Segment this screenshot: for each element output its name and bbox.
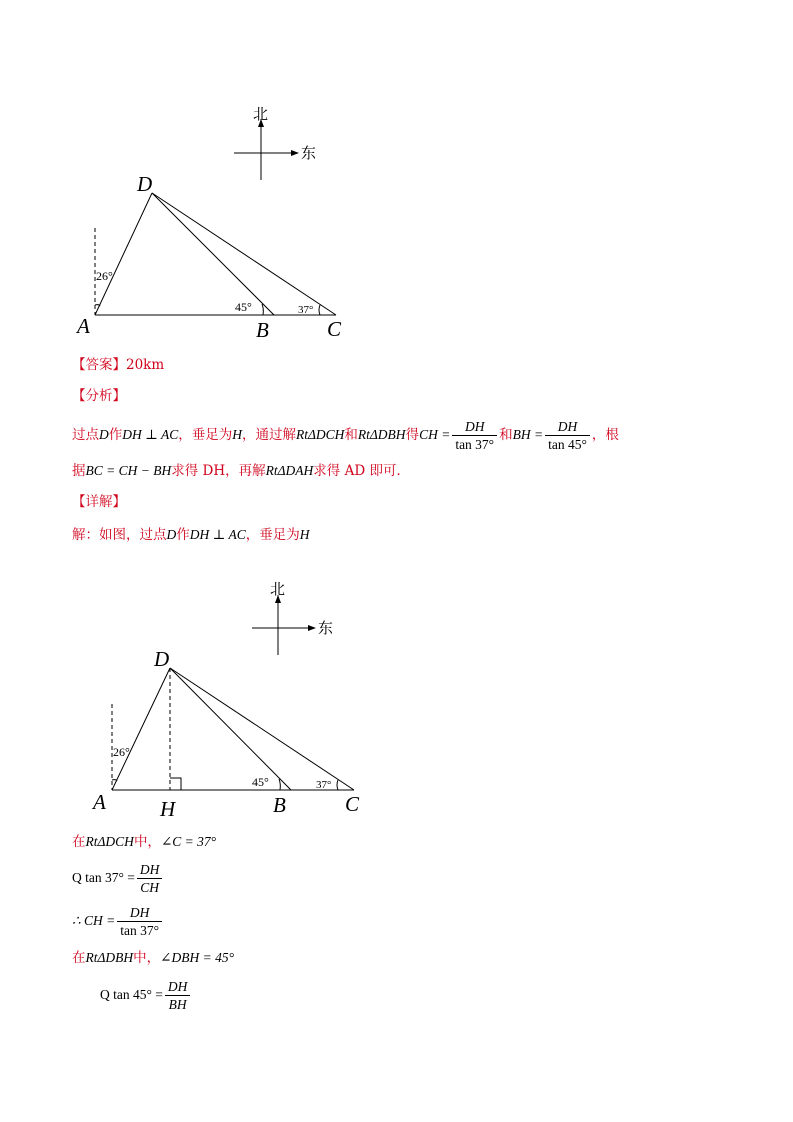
angle-26-label: 26° [96, 269, 113, 283]
analysis-text: 据 [72, 463, 86, 479]
detail-tag: 【详解】 [72, 494, 126, 510]
point-h-label: H [160, 797, 176, 821]
compass-north-label: 北 [253, 107, 269, 123]
analysis-text: 和 [344, 427, 358, 443]
compass-north-label: 北 [270, 582, 286, 598]
angle-arc-c [337, 780, 338, 790]
fraction-numerator: DH [165, 978, 191, 996]
answer-line [72, 355, 164, 375]
compass-arrow-east [291, 150, 299, 156]
step-text: 中， [133, 834, 161, 850]
fraction-denominator: CH [140, 880, 160, 895]
fraction-denominator: tan 37° [120, 923, 159, 938]
ch-expr: ∴ CH = [72, 913, 116, 928]
angle-37-label: 37° [298, 304, 314, 316]
segment-dc [170, 668, 354, 790]
segment-db [170, 668, 291, 790]
point-d-label: D [137, 172, 153, 196]
analysis-tag: 【分析】 [72, 388, 126, 404]
fraction-dh-tan37 [117, 904, 162, 939]
right-angle-mark [170, 778, 181, 790]
point-d-ref: D [99, 427, 109, 442]
point-h-ref: H [299, 527, 310, 542]
triangle-dah-ref: RtΔDAH [265, 463, 314, 478]
fraction-dh-tan37 [452, 418, 497, 453]
step-text: 在 [72, 950, 86, 966]
fraction-dh-ch [137, 861, 163, 896]
angle-dbh-expr: ∠DBH = 45° [160, 950, 234, 965]
point-d-label: D [154, 647, 170, 671]
analysis-text: ，根 [591, 427, 619, 443]
detail-text: 作 [176, 527, 190, 543]
segment-db [152, 193, 274, 315]
point-h-ref: H [232, 427, 242, 442]
bc-equation: BC = CH − BH [85, 463, 172, 478]
angle-arc-b [262, 304, 263, 315]
perpendicular-expr: DH ⊥ AC [122, 427, 179, 442]
analysis-text: 得 [405, 427, 420, 443]
answer-tag: 【答案】 [72, 357, 126, 373]
ch-expr: CH = [419, 427, 451, 442]
diagram-2 [0, 572, 380, 828]
answer-value: 20km [126, 357, 165, 373]
step-2 [72, 858, 164, 898]
compass-arrow-east [308, 625, 316, 631]
point-d-ref: D [166, 527, 177, 542]
angle-45-label: 45° [252, 775, 269, 789]
point-c-label: C [327, 317, 342, 341]
angle-26-label: 26° [113, 745, 130, 759]
bh-expr: BH = [512, 427, 544, 442]
point-a-label: A [93, 790, 106, 814]
fraction-dh-tan45 [545, 418, 590, 453]
step-4 [72, 948, 234, 968]
segment-ad [112, 668, 170, 790]
analysis-text: ，垂足为 [178, 427, 233, 443]
detail-text: 解：如图，过点 [72, 527, 167, 543]
triangle-dch-ref: RtΔDCH [295, 427, 345, 442]
analysis-line-2 [72, 461, 410, 481]
angle-45-label: 45° [235, 300, 252, 314]
fraction-numerator: DH [137, 861, 163, 879]
angle-37-label: 37° [316, 779, 332, 791]
fraction-numerator: DH [117, 904, 162, 922]
point-b-label: B [273, 793, 286, 817]
perpendicular-expr: DH ⊥ AC [189, 527, 246, 542]
point-a-label: A [77, 314, 90, 338]
point-c-label: C [345, 792, 360, 816]
triangle-dch-ref: RtΔDCH [85, 834, 134, 849]
triangle-dbh-ref: RtΔDBH [357, 427, 406, 442]
analysis-text: 和 [499, 427, 513, 443]
angle-c-expr: ∠C = 37° [160, 834, 217, 849]
analysis-text: 求得 DH，再解 [171, 463, 266, 479]
detail-text: ，垂足为 [245, 527, 300, 543]
segment-dc [152, 193, 336, 315]
step-1 [72, 832, 216, 852]
fraction-denominator: tan 37° [455, 437, 495, 452]
fraction-dh-bh [165, 978, 191, 1013]
analysis-text: ，通过解 [241, 427, 296, 443]
angle-arc-b [279, 779, 280, 790]
fraction-numerator: DH [545, 418, 590, 436]
compass-east-label: 东 [301, 146, 317, 162]
fraction-numerator: DH [452, 418, 497, 436]
analysis-text: 求得 AD 即可． [313, 463, 410, 479]
detail-line [72, 525, 309, 545]
triangle-dbh-ref: RtΔDBH [85, 950, 134, 965]
point-b-label: B [256, 318, 269, 342]
step-5 [100, 975, 192, 1015]
step-3 [72, 901, 164, 941]
fraction-denominator: tan 45° [548, 437, 587, 452]
segment-ad [95, 193, 152, 315]
analysis-text: 过点 [72, 427, 99, 443]
analysis-text: 作 [108, 427, 123, 443]
step-text: 在 [72, 834, 86, 850]
compass-east-label: 东 [318, 621, 334, 637]
tan45-expr: Q tan 45° = [100, 987, 163, 1002]
diagram-1 [0, 95, 380, 350]
tan37-expr: Q tan 37° = [72, 870, 135, 885]
step-text: 中， [133, 950, 161, 966]
angle-arc-c [319, 305, 320, 315]
fraction-denominator: BH [168, 997, 187, 1012]
analysis-line-1 [72, 416, 619, 454]
